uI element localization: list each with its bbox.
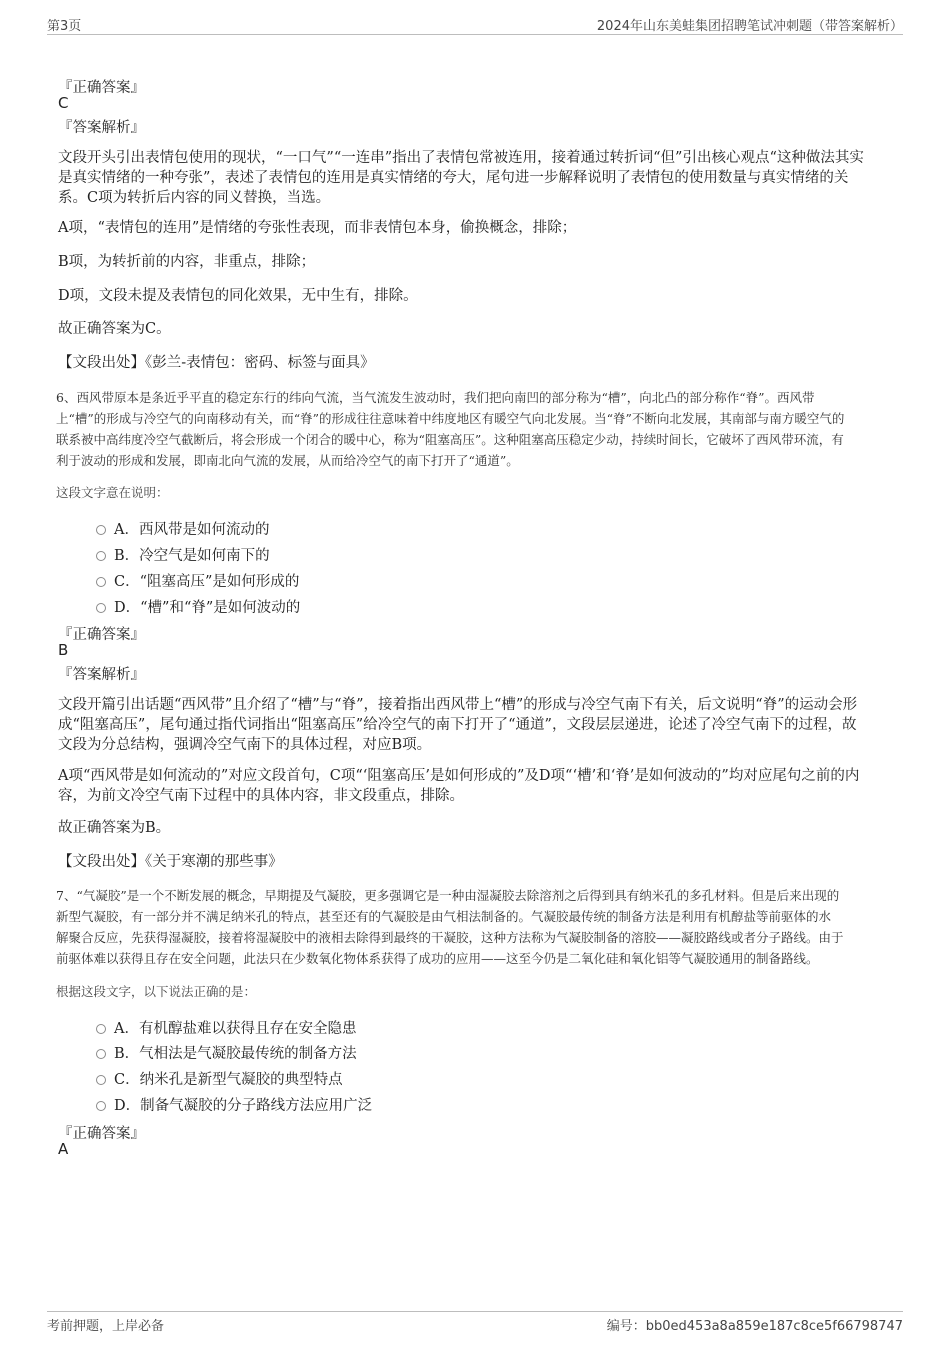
q7-text-line: 新型气凝胶，有一部分并不满足纳米孔的特点，甚至还有的气凝胶是由气相法制备的。气凝胶最传统的制备方法是利用有机醇盐等前驱体的水 (56, 909, 832, 924)
q6-option-b[interactable] (96, 544, 270, 565)
q5-note-b: B项，为转折前的内容，非重点，排除； (58, 254, 316, 270)
q7-option-a[interactable] (96, 1017, 356, 1038)
option-label: B．气相法是气凝胶最传统的制备方法 (114, 1046, 357, 1062)
q5-correct-answer: C (58, 94, 69, 112)
q6-prompt: 这段文字意在说明： (56, 485, 169, 500)
q6-note-line: 容，为前文冷空气南下过程中的具体内容，非文段重点，排除。 (58, 788, 464, 804)
q5-conclusion: 故正确答案为C。 (58, 321, 171, 337)
q7-option-b[interactable] (96, 1042, 357, 1063)
radio-icon[interactable] (96, 551, 106, 561)
q5-note-d: D项，文段未提及表情包的同化效果，无中生有，排除。 (58, 288, 418, 304)
q6-conclusion: 故正确答案为B。 (58, 820, 171, 836)
q6-analysis-line: 文段为分总结构，强调冷空气南下的具体过程，对应B项。 (58, 737, 432, 753)
q6-option-a[interactable] (96, 518, 269, 539)
q7-text-line: 7、“气凝胶”是一个不断发展的概念，早期提及气凝胶，更多强调它是一种由湿凝胶去除溶剂之后得到具有纳米孔的多孔材料。但是后来出现的 (56, 888, 840, 903)
q6-text-line: 利于波动的形成和发展，即南北向气流的发展，从而给冷空气的南下打开了“通道”。 (56, 453, 519, 468)
q7-option-c[interactable] (96, 1068, 343, 1089)
q6-correct-answer-label: 『正确答案』 (58, 627, 145, 643)
q7-text (56, 885, 902, 969)
q6-analysis-line: 文段开篇引出话题“西风带”且介绍了“槽”与“脊”，接着指出西风带上“槽”的形成与冷空气南下有关，后文说明“脊”的运动会形 (58, 697, 858, 713)
option-label: B．冷空气是如何南下的 (114, 548, 270, 564)
option-label: C．纳米孔是新型气凝胶的典型特点 (114, 1072, 343, 1088)
q5-correct-answer-label: 『正确答案』 (58, 80, 145, 96)
radio-icon[interactable] (96, 1101, 106, 1111)
q6-text-line: 6、西风带原本是条近乎平直的稳定东行的纬向气流，当气流发生波动时，我们把向南凹的部分称为“槽”，向北凸的部分称作“脊”。西风带 (56, 390, 815, 405)
page-footer (47, 1311, 903, 1336)
document-title: 2024年山东美蛙集团招聘笔试冲刺题（带答案解析） (596, 19, 903, 34)
q6-source: 【文段出处】《关于寒潮的那些事》 (58, 854, 283, 870)
q5-analysis-line: 系。C项为转折后内容的同义替换，当选。 (58, 190, 331, 206)
q5-analysis-line: 是真实情绪的一种夸张”，表述了表情包的连用是真实情绪的夸大，尾句进一步解释说明了表情包的使用数量与真实情绪的关 (58, 170, 849, 186)
page-header (47, 12, 903, 35)
q5-source: 【文段出处】《彭兰-表情包：密码、标签与面具》 (58, 355, 375, 371)
q7-prompt: 根据这段文字，以下说法正确的是： (56, 984, 257, 999)
radio-icon[interactable] (96, 577, 106, 587)
q7-correct-answer: A (58, 1140, 69, 1158)
q7-text-line: 解聚合反应，先获得湿凝胶，接着将湿凝胶中的液相去除得到最终的干凝胶，这种方法称为气凝胶制备的溶胶——凝胶路线或者分子路线。由于 (56, 930, 844, 945)
q6-text-line: 上“槽”的形成与冷空气的向南移动有关，而“脊”的形成往往意味着中纬度地区有暖空气向北发展。当“脊”不断向北发展，其南部与南方暖空气的 (56, 411, 845, 426)
option-label: D．“槽”和“脊”是如何波动的 (114, 600, 301, 616)
q6-note-line: A项“西风带是如何流动的”对应文段首句，C项“‘阻塞高压’是如何形成的”及D项“‘槽’和‘脊’是如何波动的”均对应尾句之前的内 (58, 768, 860, 784)
q5-analysis-line: 文段开头引出表情包使用的现状，“一口气”“一连串”指出了表情包常被连用，接着通过转折词“但”引出核心观点“这种做法其实 (58, 150, 864, 166)
option-label: C．“阻塞高压”是如何形成的 (114, 574, 300, 590)
q7-text-line: 前驱体难以获得且存在安全问题，此法只在少数氧化物体系获得了成功的应用——这至今仍是二氧化硅和氧化铝等气凝胶通用的制备路线。 (56, 951, 819, 966)
q6-analysis-label: 『答案解析』 (58, 667, 145, 683)
radio-icon[interactable] (96, 1049, 106, 1059)
page-number: 第3页 (47, 19, 82, 34)
q6-analysis (58, 695, 890, 755)
q7-option-d[interactable] (96, 1094, 372, 1115)
radio-icon[interactable] (96, 603, 106, 613)
q6-analysis-line: 成“阻塞高压”，尾句通过指代词指出“阻塞高压”给冷空气的南下打开了“通道”，文段层层递进，论述了冷空气南下的过程，故 (58, 717, 857, 733)
q6-text (56, 387, 902, 471)
q6-option-c[interactable] (96, 570, 299, 591)
q5-note-a: A项，“表情包的连用”是情绪的夸张性表现，而非表情包本身，偷换概念，排除； (58, 220, 577, 236)
q6-note (58, 766, 890, 806)
option-label: A．有机醇盐难以获得且存在安全隐患 (114, 1021, 357, 1037)
q7-correct-answer-label: 『正确答案』 (58, 1126, 145, 1142)
footer-slogan: 考前押题，上岸必备 (47, 1319, 165, 1334)
document-id: 编号：bb0ed453a8a859e187c8ce5f66798747 (606, 1319, 903, 1334)
q5-analysis-label: 『答案解析』 (58, 120, 145, 136)
q6-option-d[interactable] (96, 596, 300, 617)
option-label: A．西风带是如何流动的 (114, 522, 270, 538)
option-label: D．制备气凝胶的分子路线方法应用广泛 (114, 1098, 373, 1114)
radio-icon[interactable] (96, 1024, 106, 1034)
q6-text-line: 联系被中高纬度冷空气截断后，将会形成一个闭合的暖中心，称为“阻塞高压”。这种阻塞高压稳定少动，持续时间长，它破坏了西风带环流，有 (56, 432, 844, 447)
radio-icon[interactable] (96, 525, 106, 535)
q5-analysis (58, 148, 890, 208)
q6-correct-answer: B (58, 641, 69, 659)
radio-icon[interactable] (96, 1075, 106, 1085)
